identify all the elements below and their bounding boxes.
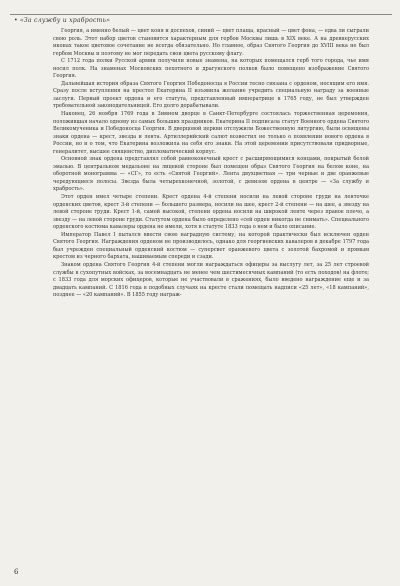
paragraph: Георгия, а именно белый — цвет коня и доспехов, синий — цвет плаща, красный — цвет фона, — едва ли сыграли свою роль. Этот набор цветов становится характерным для гербов Москвы лишь в XIX веке. А на древнерусских иконах такое цветовое сочетание не всегда обязательно. Но главное, образ Святого Георгия до XVIII века не был гербом Москвы и поэтому не мог передать свои цвета русскому флагу. (53, 28, 369, 57)
paragraph: Наконец, 26 ноября 1769 года в Зимнем дворце в Санкт-Петербурге состоялась торжественная церемония, положившая начало одному из самых больших праздников. Екатерина II подписала статут Военного ордена Святого Великомученика и Победоносца Георгия. В дворцовой церкви отслужили Божественную литургию, были освящены знаки ордена — крест, звезда и лента. Артиллерийский салют возвестил не только о появлении нового ордена в России, но и о том, что Екатерина возложила на себя его знаки. На этой церемонии присутствовали придворные, генералитет, высшее священство, дипломатический корпус. (53, 111, 369, 155)
paragraph: С 1712 года полки Русской армии получили новые знамена, на которых помещался герб того города, чье имя носил полк. На знаменах Московских пехотного и драгунского полков было помещено изображение Святого Георгия. (53, 58, 369, 80)
header-rule (10, 14, 392, 15)
running-header (14, 17, 110, 24)
paragraph: Основной знак ордена представлял собой равноконечный крест с расширяющимися концами, покрытый белой эмалью. В центральном медальоне на лицевой стороне был помещен образ Святого Георгия на белом коне, на оборотной монограмма — «СГ», то есть «Святой Георгий». Лента двухцветная — три черные и две оранжевые чередующиеся полосы. Звезда была четырехконечной, золотой, с девизом ордена в центре — «За службу и храбрость». (53, 156, 369, 193)
running-header-text: «За службу и храбрость» (19, 17, 111, 24)
paragraph: Дальнейшая история образа Святого Георгия Победоносца в России тесно связана с орденом, носящим его имя. Сразу после вступления на престол Екатерина II изъявила желание учредить специальную награду за военные заслуги. Первый проект ордена и его статута, представленный императрице в 1765 году, не был утвержден требовательной законодательницей. Его долго дорабатывали. (53, 80, 369, 110)
paragraph: Этот орден имел четыре степени. Крест ордена 4-й степени носили на левой стороне груди на ленточке орденских цветов, крест 3-й степени — большего размера, носили на шее, крест 2-й степени — на шее, а звезду на левой стороне груди. Крест 1-й, самой высокой, степени ордена носили на широкой ленте через правое плечо, а звезду — на левой стороне груди. Статутом ордена было определено «сей орден никогда не снимать». Специального орденского костюма кавалеры ордена не имели, хотя в статуте 1833 года о нем и было описание. (53, 194, 369, 231)
body-text (53, 28, 369, 566)
page-number: 6 (14, 568, 19, 576)
header-bullet-icon: • (14, 17, 18, 24)
paragraph: Император Павел I пытался ввести свою наградную систему, на которой практически был исключен орден Святого Георгия. Награждения орденом не производилось, однако для георгиевских кавалеров в декабре 1797 года был учрежден специальный орденский костюм — суперсвет оранжевого цвета с золотой бахромой и прямым крестом из черного бархата, нашиваемым спереди и сзади. (53, 231, 369, 261)
paragraph: Знаком ордена Святого Георгия 4-й степени могли награждаться офицеры за выслугу лет, за 25 лет строевой службы в сухопутных войсках, за восемнадцать не менее чем шестимесячных кампаний (то есть походов) на флоте; с 1833 года для морских офицеров, которые не участвовали в сражениях, было введено награждение еще и за двадцать кампаний. С 1816 года в подобных случаях на кресте стали помещать надписи «25 лет», «18 кампаний», позднее — «20 кампаний». В 1855 году награж- (53, 261, 369, 299)
